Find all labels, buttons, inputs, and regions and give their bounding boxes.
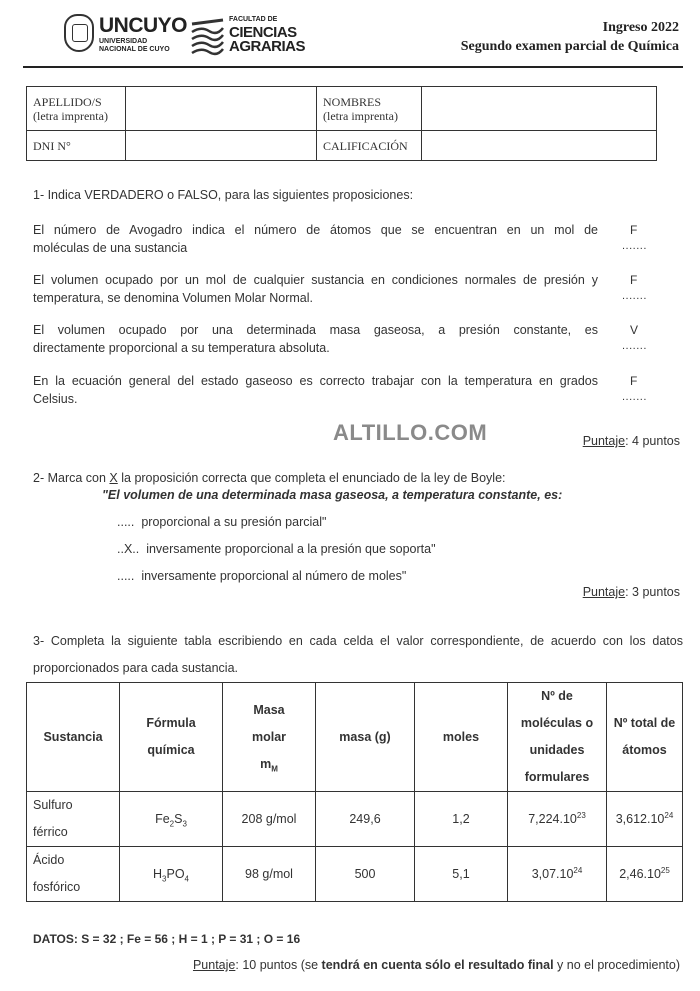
cell-masa: 500 — [316, 847, 415, 902]
q2-option-1[interactable] — [117, 513, 326, 531]
table-row — [27, 847, 683, 902]
q1-item-1: El número de Avogadro indica el número de átomos que se encuentran en un mol de moléculas de una sustancia — [33, 223, 598, 255]
table-header-row — [27, 683, 683, 792]
cell-formula: $Fe_2S_3$ — [120, 792, 223, 847]
col-moles: moles — [415, 683, 508, 792]
col-formula: Fórmula química — [120, 683, 223, 792]
q2-option-2[interactable] — [117, 540, 436, 558]
q2-option-3-text: inversamente proporcional al número de moles" — [141, 569, 407, 583]
cell-formula: $H_3PO_4$ — [120, 847, 223, 902]
watermark: ALTILLO.COM — [333, 420, 488, 445]
q2-score: Puntaje: 3 puntos — [582, 585, 680, 599]
cell-moles: 1,2 — [415, 792, 508, 847]
cell-masa-molar: 208 g/mol — [223, 792, 316, 847]
fca-logo-name: CIENCIAS AGRARIAS — [229, 24, 306, 55]
calificacion-label: CALIFICACIÓN — [317, 131, 422, 161]
q2-option-2-mark: ..X.. — [117, 542, 140, 556]
q1-answer-line-3: ....... — [622, 340, 647, 352]
cell-sustancia: Ácido fosfórico — [27, 847, 120, 902]
cell-moles: 5,1 — [415, 847, 508, 902]
col-moleculas: Nº de moléculas o unidades formulares — [508, 683, 607, 792]
q1-answer-2: F — [630, 273, 638, 287]
q3-score: Puntaje: 10 puntos (se tendrá en cuenta sólo el resultado final y no el procedimiento) — [192, 958, 680, 972]
q1-answer-line-1: ....... — [622, 240, 647, 252]
exam-title: Ingreso 2022 — [602, 20, 679, 35]
q2-option-3[interactable] — [117, 567, 406, 585]
col-sustancia: Sustancia — [27, 683, 120, 792]
q1-answer-1: F — [630, 223, 638, 237]
q2-option-1-mark: ..... — [117, 515, 135, 529]
fca-logo-line1: FACULTAD DE — [229, 16, 278, 23]
uncuyo-logo-subtitle: UNIVERSIDAD NACIONAL DE CUYO — [99, 38, 170, 53]
cell-masa-molar: 98 g/mol — [223, 847, 316, 902]
exam-subtitle: Segundo examen parcial de Química — [460, 39, 679, 54]
q1-item-4: En la ecuación general del estado gaseoso es correcto trabajar con la temperatura en grados Celsius. — [33, 374, 598, 406]
q2-option-2-text: inversamente proporcional a la presión que soporta" — [146, 542, 436, 556]
q3-datos: DATOS: S = 32 ; Fe = 56 ; H = 1 ; P = 31 ; O = 16 — [33, 932, 301, 946]
cell-atomos: 2,46.10$^{25}$ — [607, 847, 683, 902]
header-divider — [23, 66, 683, 68]
q1-answer-4: F — [630, 374, 638, 388]
q2-option-3-mark: ..... — [117, 569, 135, 583]
cell-moleculas: 3,07.10$^{24}$ — [508, 847, 607, 902]
q2-prompt: 2- Marca con X la proposición correcta que completa el enunciado de la ley de Boyle: — [33, 471, 506, 485]
q1-answer-3: V — [630, 323, 639, 337]
col-atomos: Nº total de átomos — [607, 683, 683, 792]
dni-field[interactable] — [126, 131, 317, 161]
table-row — [27, 792, 683, 847]
uncuyo-logo — [64, 14, 188, 58]
q1-answer-line-4: ....... — [622, 391, 647, 403]
fca-logo — [191, 16, 311, 60]
calificacion-field[interactable] — [422, 131, 657, 161]
cell-moleculas: 7,224.10$^{23}$ — [508, 792, 607, 847]
dni-label: DNI N° — [27, 131, 126, 161]
q3-prompt: 3- Completa la siguiente tabla escribiendo en cada celda el valor correspondiente, de acuerdo con los datos proporcionados para cada sustancia. — [33, 634, 683, 675]
apellido-label: APELLIDO/S (letra imprenta) — [27, 87, 126, 131]
q1-score: Puntaje: 4 puntos — [582, 434, 680, 448]
student-info-table — [26, 86, 657, 161]
col-masa-molar: Masa molar $m_M$ — [223, 683, 316, 792]
uncuyo-logo-name: UNCUYO — [99, 14, 188, 37]
nombres-field[interactable] — [422, 87, 657, 131]
q3-data-table — [26, 682, 683, 902]
university-seal-icon — [64, 14, 94, 52]
q1-answer-line-2: ....... — [622, 290, 647, 302]
col-masa: masa (g) — [316, 683, 415, 792]
cell-sustancia: Sulfuro férrico — [27, 792, 120, 847]
exam-header — [461, 18, 679, 56]
q1-prompt: 1- Indica VERDADERO o FALSO, para las siguientes proposiciones: — [33, 188, 414, 202]
nombres-label: NOMBRES (letra imprenta) — [317, 87, 422, 131]
q1-item-3: El volumen ocupado por una determinada masa gaseosa, a presión constante, es directamente proporcional a su temperatura absoluta. — [33, 323, 598, 355]
cell-atomos: 3,612.10$^{24}$ — [607, 792, 683, 847]
cell-masa: 249,6 — [316, 792, 415, 847]
q1-item-2: El volumen ocupado por un mol de cualquier sustancia en condiciones normales de presión y temperatura, se denomina Volumen Molar Normal. — [33, 273, 598, 305]
q2-option-1-text: proporcional a su presión parcial" — [141, 515, 327, 529]
q2-statement: "El volumen de una determinada masa gaseosa, a temperatura constante, es: — [102, 488, 563, 502]
faculty-waves-icon — [191, 18, 224, 56]
apellido-field[interactable] — [126, 87, 317, 131]
